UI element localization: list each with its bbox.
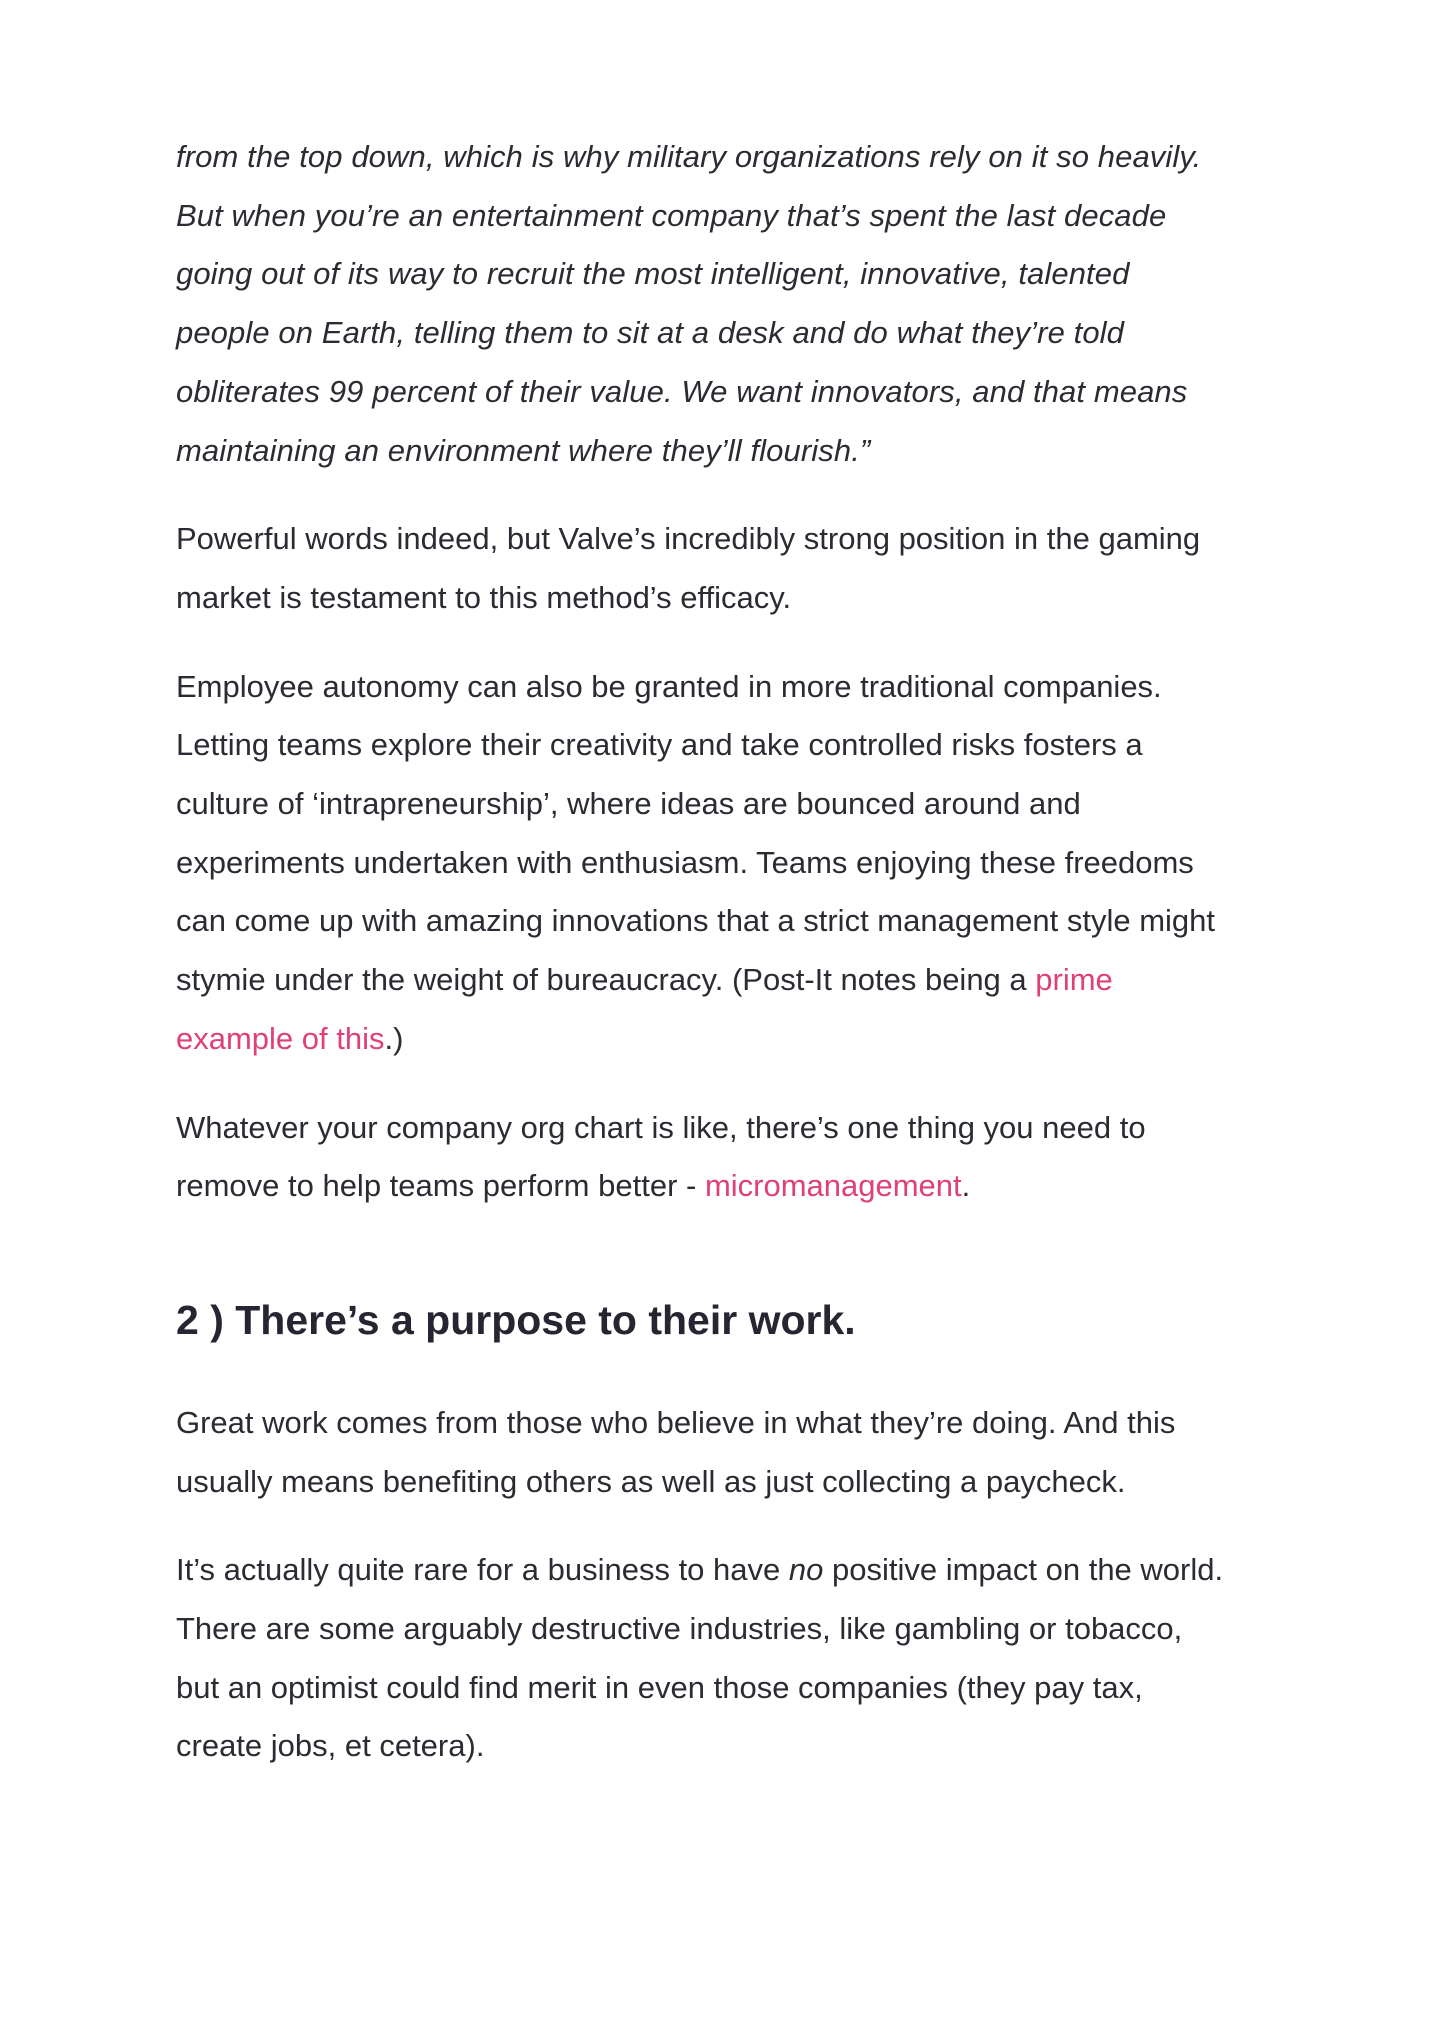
quote-line: from the top down, which is why military organizations rely on it so heavily. <box>176 139 1202 174</box>
paragraph-text: It’s actually quite rare for a business to have <box>176 1552 789 1588</box>
paragraph-text: stymie under the weight of bureaucracy. (Post-It notes being a <box>176 962 1036 998</box>
section-heading: 2 ) There’s a purpose to their work. <box>176 1296 856 1343</box>
quote-line: going out of its way to recruit the most intelligent, innovative, talented <box>176 256 1130 292</box>
paragraph-line: but an optimist could find merit in even those companies (they pay tax, <box>176 1669 1143 1705</box>
paragraph-valve-position <box>176 510 1296 627</box>
paragraph-text: positive impact on the world. <box>823 1552 1224 1588</box>
prime-example-link[interactable]: prime <box>1035 962 1113 998</box>
document-page <box>176 128 1296 1806</box>
paragraph-line <box>176 1157 1296 1216</box>
paragraph-line: Whatever your company org chart is like, there’s one thing you need to <box>176 1109 1146 1145</box>
paragraph-text: remove to help teams perform better - <box>176 1168 705 1204</box>
paragraph-employee-autonomy <box>176 658 1296 1069</box>
micromanagement-link[interactable]: micromanagement <box>704 1168 962 1204</box>
valve-quote <box>176 128 1296 480</box>
paragraph-line: market is testament to this method’s efficacy. <box>176 579 792 615</box>
paragraph-text: .) <box>384 1020 404 1056</box>
paragraph-line <box>176 951 1296 1010</box>
paragraph-line: Letting teams explore their creativity and take controlled risks fosters a <box>176 727 1143 763</box>
paragraph-positive-impact <box>176 1541 1296 1776</box>
paragraph-line: culture of ‘intrapreneurship’, where ideas are bounced around and <box>176 786 1081 822</box>
paragraph-line: experiments undertaken with enthusiasm. Teams enjoying these freedoms <box>176 844 1194 880</box>
paragraph-line <box>176 1010 1296 1069</box>
paragraph-line: Great work comes from those who believe in what they’re doing. And this <box>176 1404 1176 1440</box>
paragraph-line: can come up with amazing innovations that a strict management style might <box>176 903 1216 939</box>
paragraph-line: create jobs, et cetera). <box>176 1728 485 1764</box>
prime-example-link-continued[interactable]: example of this <box>176 1020 385 1056</box>
paragraph-text: . <box>961 1168 971 1204</box>
quote-line: people on Earth, telling them to sit at a desk and do what they’re told <box>176 315 1125 351</box>
quote-line: But when you’re an entertainment company that’s spent the last decade <box>176 197 1167 233</box>
paragraph-line: There are some arguably destructive industries, like gambling or tobacco, <box>176 1611 1183 1647</box>
quote-line: obliterates 99 percent of their value. We want innovators, and that means <box>176 373 1188 409</box>
paragraph-line: Employee autonomy can also be granted in more traditional companies. <box>176 668 1162 704</box>
paragraph-micromanagement <box>176 1099 1296 1216</box>
paragraph-great-work <box>176 1394 1296 1511</box>
paragraph-line: Powerful words indeed, but Valve’s incredibly strong position in the gaming <box>176 521 1201 557</box>
paragraph-line <box>176 1541 1296 1600</box>
emphasis-text: no <box>788 1552 824 1588</box>
quote-line: maintaining an environment where they’ll flourish.” <box>176 432 871 468</box>
paragraph-line: usually means benefiting others as well as just collecting a paycheck. <box>176 1463 1126 1499</box>
